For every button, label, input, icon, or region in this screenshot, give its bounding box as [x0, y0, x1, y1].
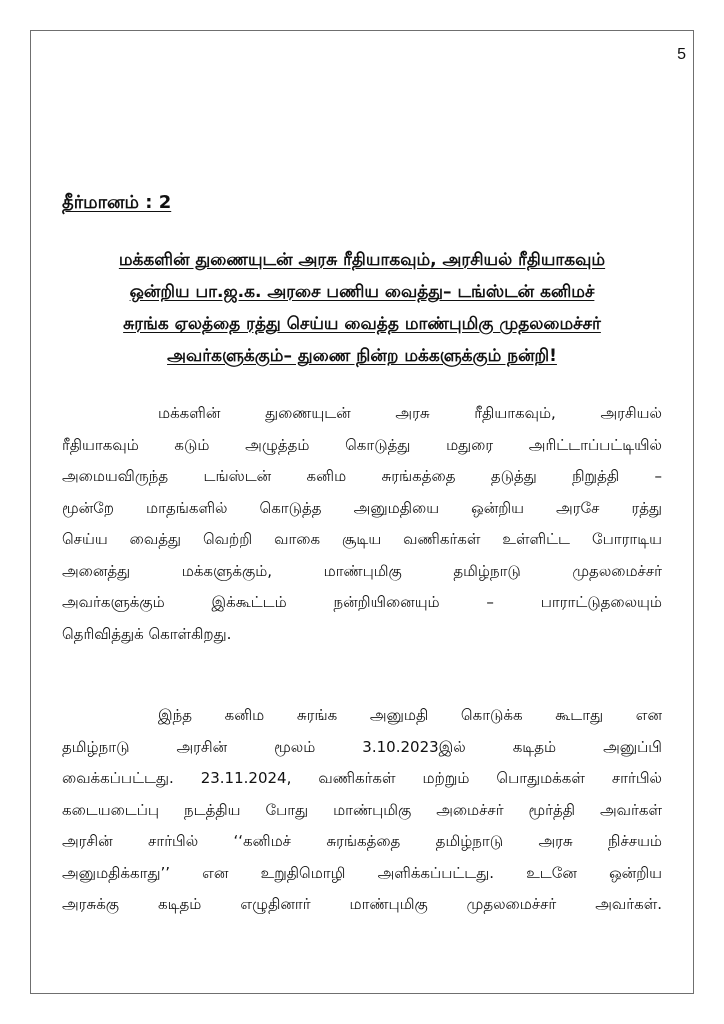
- heading-line: ஒன்றிய பா.ஜ.க. அரசை பணிய வைத்து– டங்ஸ்டன் கனிமச்: [129, 282, 595, 302]
- body-paragraph-1: [62, 398, 662, 650]
- resolution-label: தீர்மானம் : 2: [62, 192, 172, 213]
- paragraph-line: மூன்றே மாதங்களில் கொடுத்த அனுமதியை ஒன்றிய அரசே ரத்து: [62, 498, 662, 517]
- heading-line: அவர்களுக்கும்– துணை நின்ற மக்களுக்கும் நன்றி!: [167, 346, 557, 366]
- paragraph-line: அரசின் சார்பில் ‘‘கனிமச் சுரங்கத்தை தமிழ்நாடு அரசு நிச்சயம்: [62, 832, 662, 850]
- paragraph-line: வைக்கப்பட்டது. 23.11.2024, வணிகர்கள் மற்றும் பொதுமக்கள் சார்பில்: [62, 769, 662, 787]
- heading-line: சுரங்க ஏலத்தை ரத்து செய்ய வைத்த மாண்புமிகு முதலமைச்சர்: [123, 314, 601, 334]
- paragraph-line: ரீதியாகவும் கடும் அழுத்தம் கொடுத்து மதுரை அரிட்டாப்பட்டியில்: [62, 435, 662, 454]
- paragraph-line: செய்ய வைத்து வெற்றி வாகை சூடிய வணிகர்கள் உள்ளிட்ட போராடிய: [62, 530, 662, 548]
- paragraph-line: இந்த கனிம சுரங்க அனுமதி கொடுக்க கூடாது என: [158, 706, 662, 724]
- body-paragraph-2: [62, 700, 662, 921]
- heading-line: மக்களின் துணையுடன் அரசு ரீதியாகவும், அரசியல் ரீதியாகவும்: [118, 250, 606, 270]
- paragraph-line: அரசுக்கு கடிதம் எழுதினார் மாண்புமிகு முதலமைச்சர் அவர்கள்.: [62, 895, 662, 913]
- paragraph-line: அவர்களுக்கும் இக்கூட்டம் நன்றியினையும் – பாராட்டுதலையும்: [62, 593, 662, 611]
- paragraph-line: அனைத்து மக்களுக்கும், மாண்புமிகு தமிழ்நாடு முதலமைச்சர்: [62, 561, 662, 580]
- paragraph-line: தமிழ்நாடு அரசின் மூலம் 3.10.2023இல் கடிதம் அனுப்பி: [62, 737, 662, 756]
- paragraph-line: மக்களின் துணையுடன் அரசு ரீதியாகவும், அரசியல்: [158, 404, 662, 422]
- paragraph-line: அனுமதிக்காது’’ என உறுதிமொழி அளிக்கப்பட்டது. உடனே ஒன்றிய: [62, 863, 662, 882]
- paragraph-line: தெரிவித்துக் கொள்கிறது.: [62, 624, 232, 643]
- page-number: 5: [677, 46, 686, 63]
- resolution-heading: [62, 244, 662, 372]
- paragraph-line: அமையவிருந்த டங்ஸ்டன் கனிம சுரங்கத்தை தடுத்து நிறுத்தி –: [62, 467, 662, 485]
- paragraph-line: கடையடைப்பு நடத்திய போது மாண்புமிகு அமைச்சர் மூர்த்தி அவர்கள்: [62, 800, 662, 819]
